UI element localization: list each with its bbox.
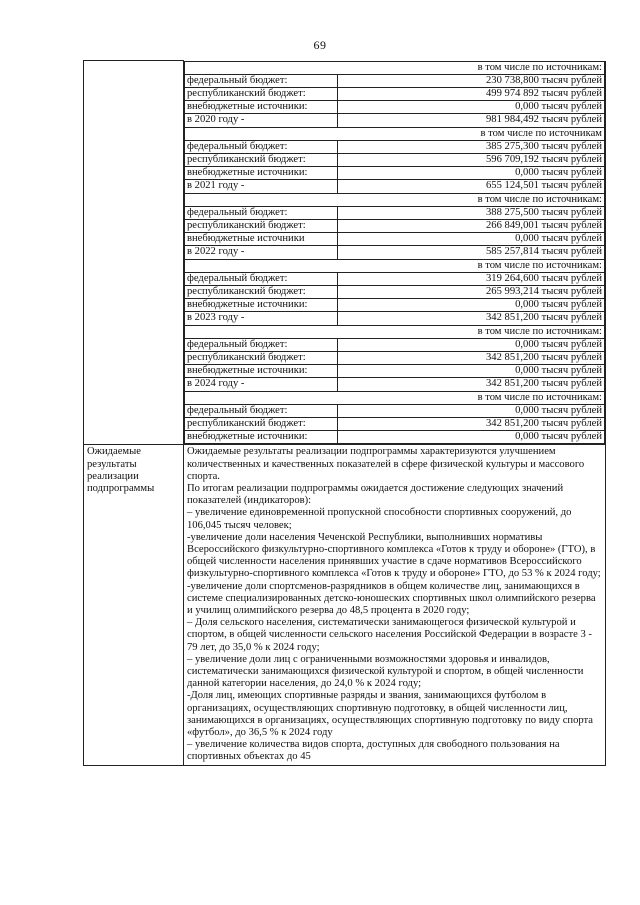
funding-value: 265 993,214 тысяч рублей — [338, 285, 605, 298]
expected-results-section — [84, 445, 606, 765]
funding-row — [185, 417, 605, 430]
expected-results-label: Ожидаемые результаты реализации подпрограммы — [84, 445, 184, 765]
funding-value: 385 275,300 тысяч рублей — [338, 140, 605, 153]
sources-header-row — [185, 127, 605, 140]
sources-header: в том числе по источникам — [185, 127, 605, 140]
sources-header-row — [185, 391, 605, 404]
expected-results-paragraph: -увеличение доли населения Чеченской Республики, выполнивших нормативы Всероссийского физкультурно-спортивного комплекса «Готов к труду и обороне» (ГТО), в общей численности населения принявших участие в сдаче нормативов Всероссийского физкультурно-спортивного комплекса «Готов к труду и обороне» ГТО, до 53 % к 2024 году; — [187, 531, 601, 580]
funding-label: федеральный бюджет: — [185, 272, 338, 285]
funding-row — [185, 338, 605, 351]
funding-row — [185, 285, 605, 298]
funding-label: федеральный бюджет: — [185, 74, 338, 87]
funding-label: внебюджетные источники — [185, 233, 338, 246]
funding-label: в 2023 году - — [185, 312, 338, 325]
funding-label: республиканский бюджет: — [185, 285, 338, 298]
funding-label: федеральный бюджет: — [185, 404, 338, 417]
funding-row — [185, 431, 605, 444]
funding-label: республиканский бюджет: — [185, 219, 338, 232]
funding-value: 0,000 тысяч рублей — [338, 101, 605, 114]
sources-header-row — [185, 61, 605, 74]
funding-cell — [184, 61, 606, 445]
funding-value: 655 124,501 тысяч рублей — [338, 180, 605, 193]
expected-results-paragraph: По итогам реализации подпрограммы ожидается достижение следующих значений показателей (индикаторов): — [187, 483, 564, 507]
funding-row — [185, 140, 605, 153]
program-passport-table — [83, 60, 606, 766]
funding-row — [185, 351, 605, 364]
funding-section — [84, 61, 606, 445]
funding-label: республиканский бюджет: — [185, 153, 338, 166]
expected-results-paragraph: – увеличение доли лиц с ограниченными возможностями здоровья и инвалидов, систематически занимающихся физической культурой и спортом, в общей численности данной категории населения, до 24,0 % к 2024 году; — [187, 653, 584, 690]
funding-value: 499 974 892 тысяч рублей — [338, 87, 605, 100]
funding-label: в 2024 году - — [185, 378, 338, 391]
funding-value: 596 709,192 тысяч рублей — [338, 153, 605, 166]
sources-header: в том числе по источникам: — [185, 259, 605, 272]
funding-value: 230 738,800 тысяч рублей — [338, 74, 605, 87]
funding-row — [185, 101, 605, 114]
funding-value: 342 851,200 тысяч рублей — [338, 417, 605, 430]
funding-label: республиканский бюджет: — [185, 87, 338, 100]
funding-row — [185, 246, 605, 259]
funding-value: 342 851,200 тысяч рублей — [338, 351, 605, 364]
funding-label: внебюджетные источники: — [185, 299, 338, 312]
sources-header-row — [185, 193, 605, 206]
funding-row — [185, 74, 605, 87]
expected-results-paragraph: -увеличение доли спортсменов-разрядников в общем количестве лиц, занимающихся в системе специализированных детско-юношеских спортивных школ олимпийского резерва и училищ олимпийского резерва до 48,5 процента в 2020 году; — [187, 580, 596, 617]
funding-value: 981 984,492 тысяч рублей — [338, 114, 605, 127]
funding-label: в 2020 году - — [185, 114, 338, 127]
funding-label: республиканский бюджет: — [185, 351, 338, 364]
funding-value: 0,000 тысяч рублей — [338, 299, 605, 312]
funding-row — [185, 365, 605, 378]
funding-label: федеральный бюджет: — [185, 338, 338, 351]
funding-row — [185, 404, 605, 417]
funding-label: внебюджетные источники: — [185, 167, 338, 180]
expected-results-paragraph: -Доля лиц, имеющих спортивные разряды и звания, занимающихся футболом в организациях, осуществляющих спортивную подготовку, в общей численности лиц, занимающихся в организациях, осуществляющих спортивную подготовку по виду спорта «футбол», до 36,5 % к 2024 году — [187, 690, 594, 739]
funding-left-cell — [84, 61, 184, 445]
expected-results-paragraph: – Доля сельского населения, систематически занимающегося физической культурой и спортом, в общей численности сельского населения Российской Федерации в возрасте 3 - 79 лет, до 35,0 % к 2024 году; — [187, 617, 592, 653]
funding-row — [185, 114, 605, 127]
funding-label: федеральный бюджет: — [185, 206, 338, 219]
funding-value: 342 851,200 тысяч рублей — [338, 378, 605, 391]
sources-header: в том числе по источникам: — [185, 391, 605, 404]
sources-header-row — [185, 325, 605, 338]
funding-row — [185, 312, 605, 325]
funding-label: внебюджетные источники: — [185, 431, 338, 444]
funding-label: федеральный бюджет: — [185, 140, 338, 153]
funding-by-year-table — [184, 61, 605, 445]
sources-header: в том числе по источникам: — [185, 193, 605, 206]
expected-results-paragraph: – увеличение единовременной пропускной способности спортивных сооружений, до 106,045 тысяч человек; — [187, 507, 572, 531]
sources-header-row — [185, 259, 605, 272]
funding-row — [185, 153, 605, 166]
funding-row — [185, 180, 605, 193]
funding-row — [185, 167, 605, 180]
funding-value: 0,000 тысяч рублей — [338, 338, 605, 351]
funding-label: в 2021 году - — [185, 180, 338, 193]
funding-label: в 2022 году - — [185, 246, 338, 259]
funding-value: 342 851,200 тысяч рублей — [338, 312, 605, 325]
funding-value: 585 257,814 тысяч рублей — [338, 246, 605, 259]
funding-value: 0,000 тысяч рублей — [338, 233, 605, 246]
funding-value: 0,000 тысяч рублей — [338, 167, 605, 180]
funding-label: внебюджетные источники: — [185, 365, 338, 378]
funding-row — [185, 378, 605, 391]
funding-row — [185, 233, 605, 246]
sources-header: в том числе по источникам: — [185, 61, 605, 74]
funding-value: 319 264,600 тысяч рублей — [338, 272, 605, 285]
page-number: 69 — [313, 38, 327, 52]
sources-header: в том числе по источникам: — [185, 325, 605, 338]
funding-row — [185, 272, 605, 285]
expected-results-paragraph: – увеличение количества видов спорта, доступных для свободного пользования на спортивных объектах до 45 — [187, 739, 560, 763]
expected-results-paragraph: Ожидаемые результаты реализации подпрограммы характеризуются улучшением количественных и качественных показателей в сфере физической культуры и массового спорта. — [187, 446, 585, 482]
expected-results-paragraphs — [187, 446, 602, 763]
funding-row — [185, 206, 605, 219]
funding-label: внебюджетные источники: — [185, 101, 338, 114]
expected-results-text — [184, 445, 606, 765]
funding-label: республиканский бюджет: — [185, 417, 338, 430]
funding-row — [185, 87, 605, 100]
funding-value: 266 849,001 тысяч рублей — [338, 219, 605, 232]
funding-value: 0,000 тысяч рублей — [338, 431, 605, 444]
funding-row — [185, 299, 605, 312]
funding-value: 388 275,500 тысяч рублей — [338, 206, 605, 219]
funding-value: 0,000 тысяч рублей — [338, 404, 605, 417]
funding-value: 0,000 тысяч рублей — [338, 365, 605, 378]
funding-row — [185, 219, 605, 232]
